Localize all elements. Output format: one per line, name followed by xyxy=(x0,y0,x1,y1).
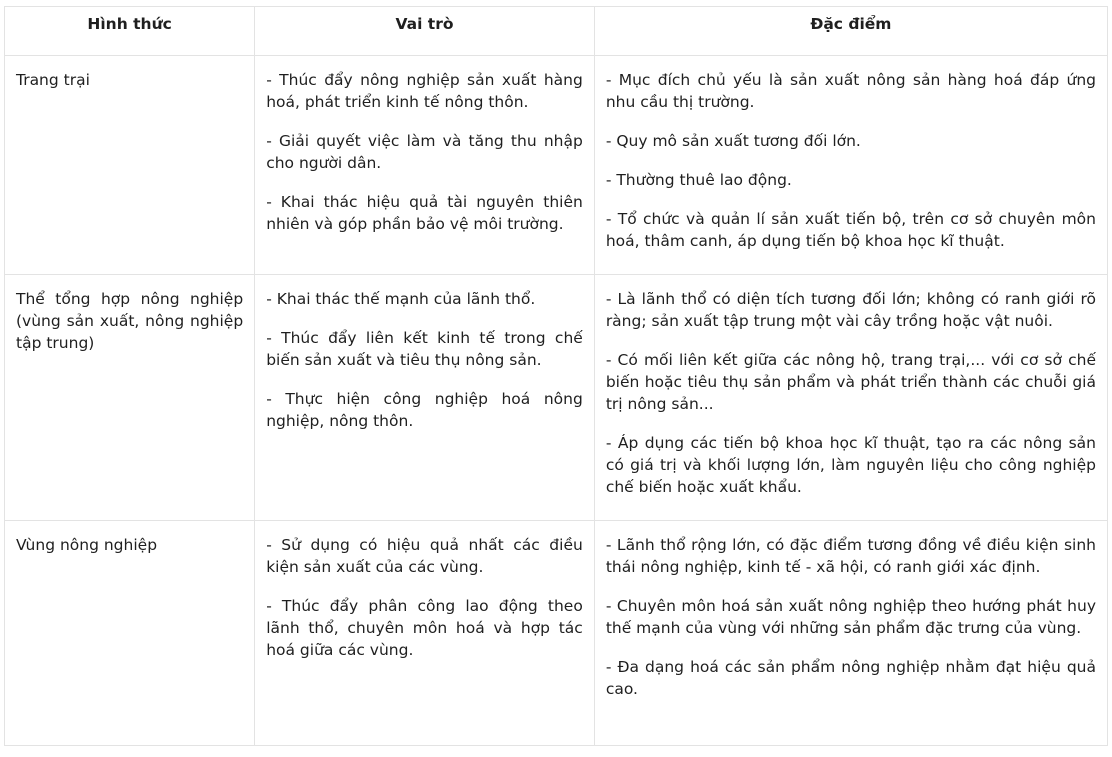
role-item: - Thực hiện công nghiệp hoá nông nghiệp, nông thôn. xyxy=(266,390,583,430)
cell-features xyxy=(594,521,1107,746)
feature-item: - Thường thuê lao động. xyxy=(605,171,792,189)
role-item: - Thúc đẩy nông nghiệp sản xuất hàng hoá, phát triển kinh tế nông thôn. xyxy=(266,71,583,111)
role-item: - Giải quyết việc làm và tăng thu nhập cho người dân. xyxy=(266,132,583,172)
cell-roles xyxy=(255,56,595,275)
header-row xyxy=(5,7,1108,56)
header-features: Đặc điểm xyxy=(594,7,1107,56)
feature-item: - Chuyên môn hoá sản xuất nông nghiệp theo hướng phát huy thế mạnh của vùng với những sản phẩm đặc trưng của vùng. xyxy=(605,597,1096,637)
feature-item: - Quy mô sản xuất tương đối lớn. xyxy=(605,132,861,150)
form-name: Thể tổng hợp nông nghiệp (vùng sản xuất, nông nghiệp tập trung) xyxy=(16,290,244,352)
form-name: Trang trại xyxy=(16,71,90,89)
feature-item: - Có mối liên kết giữa các nông hộ, trang trại,... với cơ sở chế biến hoặc tiêu thụ sản phẩm và phát triển thành các chuỗi giá trị nông sản... xyxy=(605,351,1096,413)
header-form: Hình thức xyxy=(5,7,255,56)
cell-form xyxy=(5,56,255,275)
form-name: Vùng nông nghiệp xyxy=(16,536,158,554)
header-role: Vai trò xyxy=(255,7,595,56)
cell-features xyxy=(594,275,1107,521)
role-item: - Khai thác hiệu quả tài nguyên thiên nhiên và góp phần bảo vệ môi trường. xyxy=(266,193,583,233)
cell-features xyxy=(594,56,1107,275)
table-row xyxy=(5,521,1108,746)
feature-item: - Là lãnh thổ có diện tích tương đối lớn; không có ranh giới rõ ràng; sản xuất tập trung một vài cây trồng hoặc vật nuôi. xyxy=(605,290,1096,330)
cell-form xyxy=(5,275,255,521)
role-item: - Thúc đẩy liên kết kinh tế trong chế biến sản xuất và tiêu thụ nông sản. xyxy=(266,329,583,369)
role-item: - Khai thác thế mạnh của lãnh thổ. xyxy=(266,290,536,308)
feature-item: - Mục đích chủ yếu là sản xuất nông sản hàng hoá đáp ứng nhu cầu thị trường. xyxy=(605,71,1096,111)
role-item: - Sử dụng có hiệu quả nhất các điều kiện sản xuất của các vùng. xyxy=(266,536,583,576)
feature-item: - Đa dạng hoá các sản phẩm nông nghiệp nhằm đạt hiệu quả cao. xyxy=(605,658,1096,698)
agriculture-forms-table xyxy=(4,6,1108,746)
feature-item: - Áp dụng các tiến bộ khoa học kĩ thuật, tạo ra các nông sản có giá trị và khối lượng lớn, làm nguyên liệu cho công nghiệp chế biến hoặc xuất khẩu. xyxy=(605,434,1096,496)
table-row xyxy=(5,275,1108,521)
table-row xyxy=(5,56,1108,275)
cell-roles xyxy=(255,275,595,521)
role-item: - Thúc đẩy phân công lao động theo lãnh thổ, chuyên môn hoá và hợp tác hoá giữa các vùng. xyxy=(266,597,583,659)
cell-roles xyxy=(255,521,595,746)
feature-item: - Lãnh thổ rộng lớn, có đặc điểm tương đồng về điều kiện sinh thái nông nghiệp, kinh tế - xã hội, có ranh giới xác định. xyxy=(605,536,1096,576)
feature-item: - Tổ chức và quản lí sản xuất tiến bộ, trên cơ sở chuyên môn hoá, thâm canh, áp dụng tiến bộ khoa học kĩ thuật. xyxy=(605,210,1096,250)
cell-form xyxy=(5,521,255,746)
